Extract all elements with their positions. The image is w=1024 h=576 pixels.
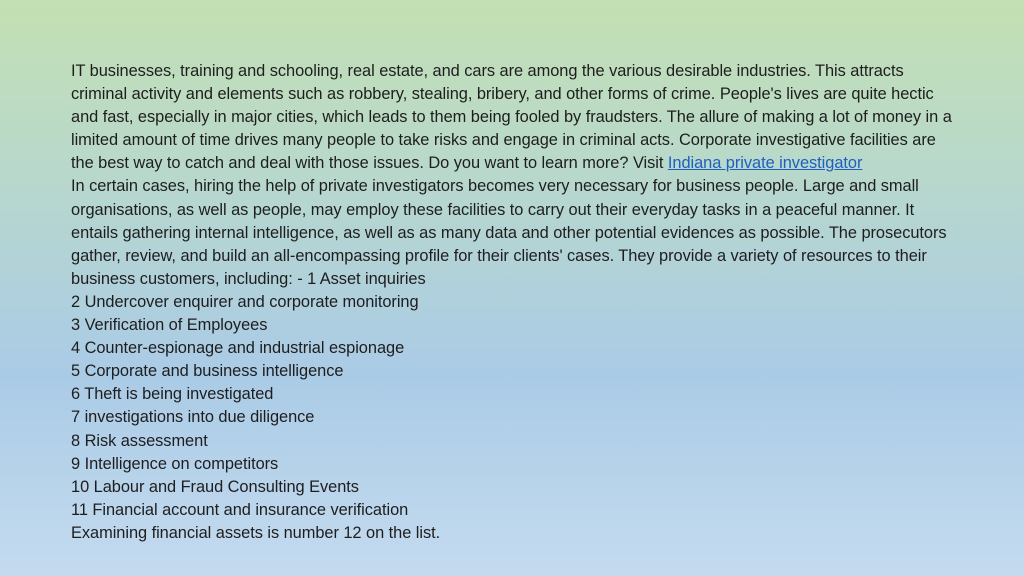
- list-item: 2 Undercover enquirer and corporate monitoring: [71, 292, 419, 311]
- list-item: 9 Intelligence on competitors: [71, 454, 279, 473]
- list-item: 10 Labour and Fraud Consulting Events: [71, 477, 359, 496]
- list-item: 7 investigations into due diligence: [71, 408, 315, 427]
- intro-paragraph: [71, 60, 956, 175]
- list-item: 6 Theft is being investigated: [71, 385, 274, 404]
- slide-text-body: [71, 60, 956, 545]
- list-item: 4 Counter-espionage and industrial espionage: [71, 339, 405, 358]
- services-list: [71, 291, 956, 522]
- closing-line: Examining financial assets is number 12 on the list.: [71, 523, 441, 542]
- list-item: 11 Financial account and insurance verification: [71, 500, 409, 519]
- list-item: 5 Corporate and business intelligence: [71, 362, 344, 381]
- services-paragraph: In certain cases, hiring the help of private investigators becomes very necessary for business people. Large and small organisations, as well as people, may employ these facilities to carry out their everyday tasks in a peaceful manner. It entails gathering internal intelligence, as well as as many data and other potential evidences as possible. The prosecutors gather, review, and build an all-encompassing profile for their clients' cases. They provide a variety of resources to their business customers, including: - 1 Asset inquiries: [71, 177, 947, 288]
- intro-paragraph-text: IT businesses, training and schooling, real estate, and cars are among the various desirable industries. This attracts criminal activity and elements such as robbery, stealing, bribery, and other forms of crime. People's lives are quite hectic and fast, especially in major cities, which leads to them being fooled by fraudsters. The allure of making a lot of money in a limited amount of time drives many people to take risks and engage in criminal acts. Corporate investigative facilities are the best way to catch and deal with those issues. Do you want to learn more? Visit: [71, 62, 952, 173]
- list-item: 3 Verification of Employees: [71, 316, 268, 335]
- indiana-private-investigator-link[interactable]: Indiana private investigator: [667, 154, 863, 173]
- list-item: 8 Risk assessment: [71, 431, 208, 450]
